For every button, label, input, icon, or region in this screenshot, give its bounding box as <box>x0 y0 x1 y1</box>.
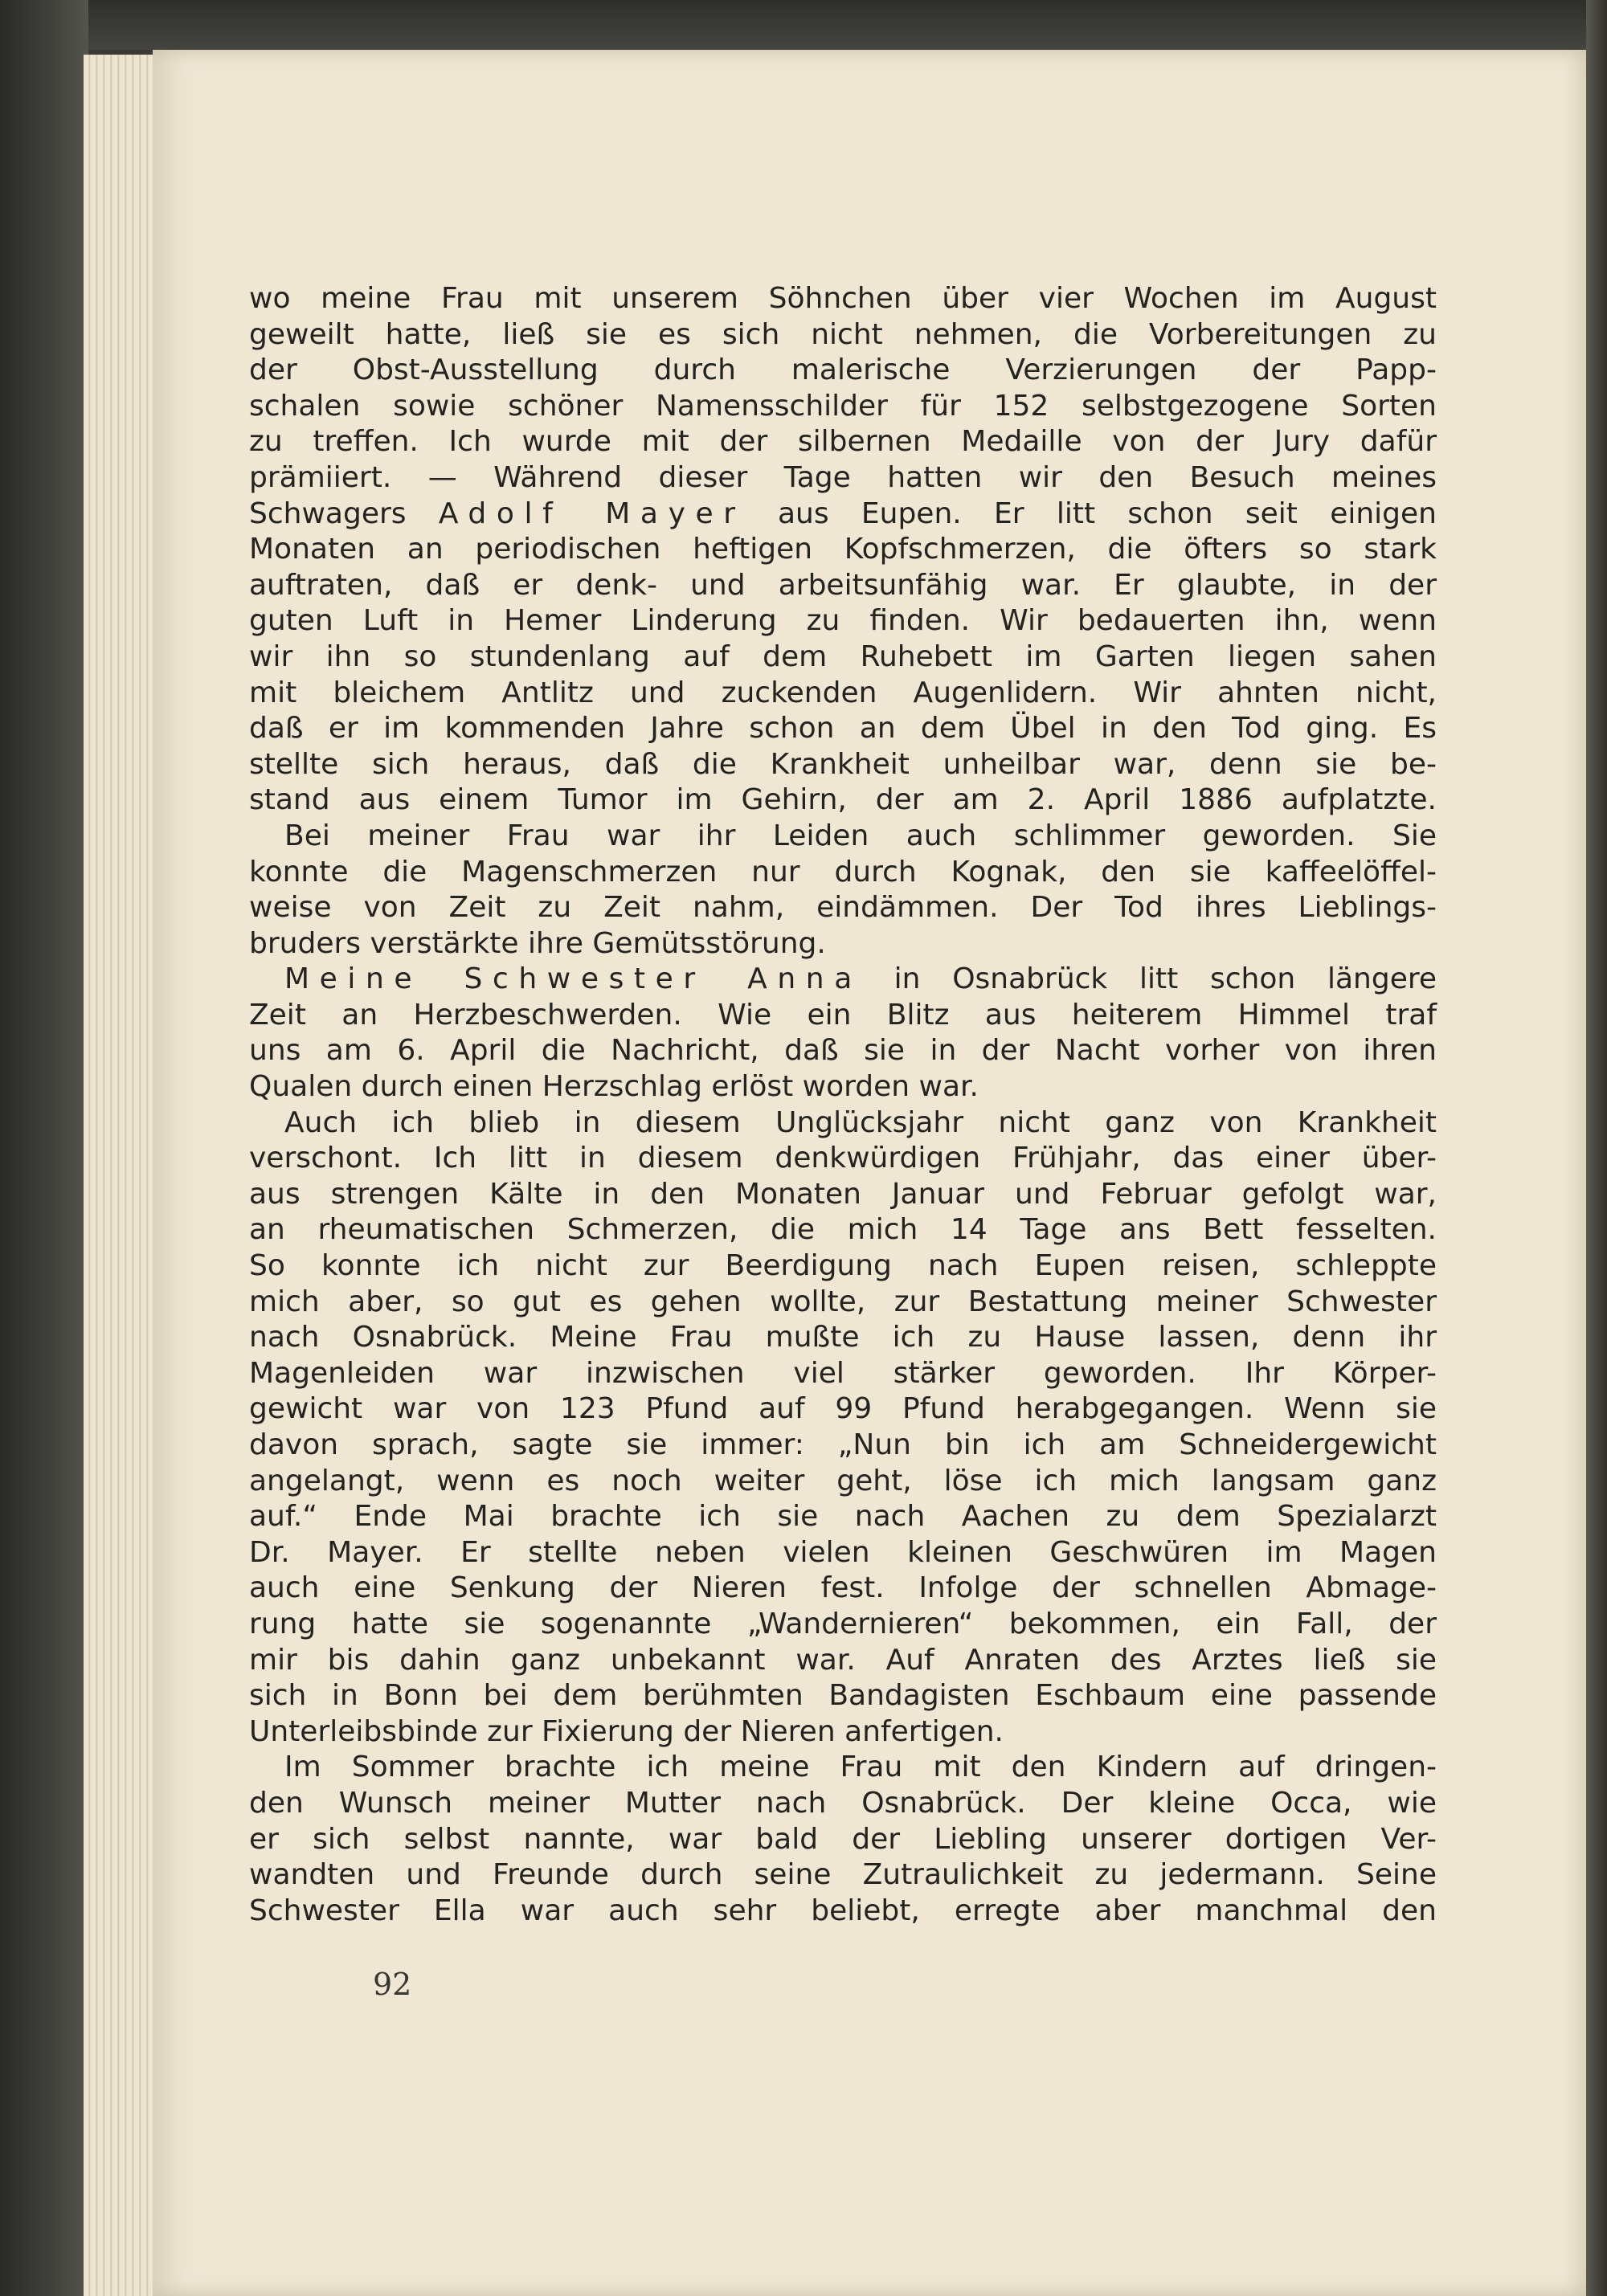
text-line <box>249 926 1437 962</box>
text-segment: mit bleichem Antlitz und zuckenden Augenlidern. Wir ahnten nicht, <box>249 676 1437 709</box>
text-segment: den Wunsch meiner Mutter nach Osnabrück. Der kleine Occa, wie <box>249 1786 1437 1820</box>
text-line <box>249 1822 1437 1858</box>
text-line <box>249 819 1437 855</box>
text-segment: wo meine Frau mit unserem Söhnchen über vier Wochen im August <box>249 282 1437 315</box>
text-line <box>249 1464 1437 1500</box>
text-line <box>249 1714 1437 1751</box>
text-line <box>249 317 1437 353</box>
text-segment: auch eine Senkung der Nieren fest. Infolge der schnellen Abmage- <box>249 1571 1437 1605</box>
book-cover-right-edge <box>1586 0 1607 2296</box>
text-line <box>249 1643 1437 1679</box>
text-line <box>249 1320 1437 1356</box>
page-number: 92 <box>373 1967 412 2002</box>
text-line <box>249 424 1437 460</box>
text-segment: rung hatte sie sogenannte „Wandernieren“ bekommen, ein Fall, der <box>249 1607 1437 1640</box>
text-segment: auf.“ Ende Mai brachte ich sie nach Aachen zu dem Spezialarzt <box>249 1500 1437 1534</box>
text-line <box>249 1212 1437 1248</box>
text-segment: Unterleibsbinde zur Fixierung der Nieren anfertigen. <box>249 1714 1004 1748</box>
text-line <box>249 1786 1437 1822</box>
text-segment: aus strengen Kälte in den Monaten Januar und Februar gefolgt war, <box>249 1177 1437 1211</box>
text-line <box>249 1894 1437 1930</box>
text-line <box>249 890 1437 926</box>
text-segment: Qualen durch einen Herzschlag erlöst worden war. <box>249 1070 979 1104</box>
text-segment: verschont. Ich litt in diesem denkwürdigen Frühjahr, das einer über- <box>249 1142 1437 1175</box>
text-segment: bruders verstärkte ihre Gemütsstörung. <box>249 926 826 960</box>
text-line <box>249 1248 1437 1285</box>
text-line <box>249 711 1437 747</box>
text-line <box>249 353 1437 389</box>
text-line <box>249 1177 1437 1213</box>
text-line <box>249 389 1437 425</box>
text-segment: gewicht war von 123 Pfund auf 99 Pfund herabgegangen. Wenn sie <box>249 1392 1437 1426</box>
text-segment: an rheumatischen Schmerzen, die mich 14 Tage ans Bett fesselten. <box>249 1213 1437 1247</box>
text-segment: auftraten, daß er denk- und arbeitsunfähig war. Er glaubte, in der <box>249 568 1437 602</box>
text-segment: in Osnabrück litt schon längere <box>861 962 1437 996</box>
text-segment: Zeit an Herzbeschwerden. Wie ein Blitz aus heiterem Himmel traf <box>249 998 1437 1032</box>
text-segment: prämiiert. — Während dieser Tage hatten wir den Besuch meines <box>249 460 1437 494</box>
text-segment: stand aus einem Tumor im Gehirn, der am 2. April 1886 aufplatzte. <box>249 783 1437 817</box>
text-line <box>249 496 1437 533</box>
text-line <box>249 1499 1437 1535</box>
text-segment: schalen sowie schöner Namensschilder für 152 selbstgezogene Sorten <box>249 389 1437 423</box>
text-line <box>249 855 1437 891</box>
text-line <box>249 782 1437 819</box>
text-line <box>249 962 1437 998</box>
text-line <box>249 532 1437 568</box>
page-edges <box>84 55 164 2296</box>
text-segment: Monaten an periodischen heftigen Kopfschmerzen, die öfters so stark <box>249 533 1437 566</box>
text-line <box>249 1750 1437 1786</box>
text-segment: angelangt, wenn es noch weiter geht, löse ich mich langsam ganz <box>249 1464 1437 1497</box>
text-segment: aus Eupen. Er litt schon seit einigen <box>745 496 1437 530</box>
text-line <box>249 1857 1437 1894</box>
text-line <box>249 747 1437 783</box>
spaced-name: Meine Schwester Anna <box>284 962 862 996</box>
text-segment: Magenleiden war inzwischen viel stärker geworden. Ihr Körper- <box>249 1356 1437 1390</box>
text-segment: Im Sommer brachte ich meine Frau mit den Kindern auf dringen- <box>284 1751 1437 1784</box>
text-segment: So konnte ich nicht zur Beerdigung nach Eupen reisen, schleppte <box>249 1249 1437 1283</box>
text-segment: Schwagers <box>249 496 439 530</box>
text-segment: uns am 6. April die Nachricht, daß sie in der Nacht vorher von ihren <box>249 1034 1437 1068</box>
text-segment: guten Luft in Hemer Linderung zu finden. Wir bedauerten ihn, wenn <box>249 604 1437 638</box>
text-line <box>249 1535 1437 1571</box>
text-segment: Dr. Mayer. Er stellte neben vielen kleinen Geschwüren im Magen <box>249 1535 1437 1569</box>
text-line <box>249 1428 1437 1464</box>
text-line <box>249 1141 1437 1177</box>
text-line <box>249 1391 1437 1428</box>
text-line <box>249 1607 1437 1643</box>
text-segment: davon sprach, sagte sie immer: „Nun bin ich am Schneidergewicht <box>249 1428 1437 1461</box>
text-line <box>249 1105 1437 1142</box>
text-line <box>249 1356 1437 1392</box>
text-line <box>249 460 1437 496</box>
body-text <box>249 281 1437 1929</box>
text-segment: er sich selbst nannte, war bald der Liebling unserer dortigen Ver- <box>249 1822 1437 1856</box>
text-segment: geweilt hatte, ließ sie es sich nicht nehmen, die Vorbereitungen zu <box>249 317 1437 351</box>
book-cover-left-edge <box>0 0 88 2296</box>
text-segment: sich in Bonn bei dem berühmten Bandagisten Eschbaum eine passende <box>249 1679 1437 1713</box>
text-segment: mich aber, so gut es gehen wollte, zur Bestattung meiner Schwester <box>249 1285 1437 1318</box>
text-line <box>249 1285 1437 1321</box>
text-line <box>249 676 1437 712</box>
text-segment: wir ihn so stundenlang auf dem Ruhebett im Garten liegen sahen <box>249 639 1437 673</box>
text-line <box>249 1069 1437 1105</box>
text-line <box>249 603 1437 639</box>
text-segment: zu treffen. Ich wurde mit der silbernen Medaille von der Jury dafür <box>249 425 1437 459</box>
text-segment: nach Osnabrück. Meine Frau mußte ich zu Hause lassen, denn ihr <box>249 1321 1437 1354</box>
text-segment: stellte sich heraus, daß die Krankheit unheilbar war, denn sie be- <box>249 747 1437 781</box>
text-line <box>249 1571 1437 1607</box>
text-segment: wandten und Freunde durch seine Zutraulichkeit zu jedermann. Seine <box>249 1858 1437 1892</box>
text-line <box>249 998 1437 1034</box>
text-segment: konnte die Magenschmerzen nur durch Kognak, den sie kaffeelöffel- <box>249 855 1437 889</box>
text-segment: daß er im kommenden Jahre schon an dem Übel in den Tod ging. Es <box>249 712 1437 746</box>
text-segment: Auch ich blieb in diesem Unglücksjahr nicht ganz von Krankheit <box>284 1105 1437 1139</box>
text-line <box>249 1033 1437 1069</box>
text-line <box>249 1678 1437 1714</box>
text-segment: Schwester Ella war auch sehr beliebt, erregte aber manchmal den <box>249 1894 1437 1927</box>
text-segment: mir bis dahin ganz unbekannt war. Auf Anraten des Arztes ließ sie <box>249 1643 1437 1677</box>
book-cover-top-edge <box>0 0 1607 50</box>
spaced-name: Adolf Mayer <box>438 496 746 530</box>
text-segment: Bei meiner Frau war ihr Leiden auch schlimmer geworden. Sie <box>284 819 1437 852</box>
text-line <box>249 568 1437 604</box>
text-line <box>249 281 1437 317</box>
text-segment: weise von Zeit zu Zeit nahm, eindämmen. Der Tod ihres Lieblings- <box>249 891 1437 925</box>
text-line <box>249 639 1437 676</box>
text-segment: der Obst-Ausstellung durch malerische Verzierungen der Papp- <box>249 353 1437 387</box>
